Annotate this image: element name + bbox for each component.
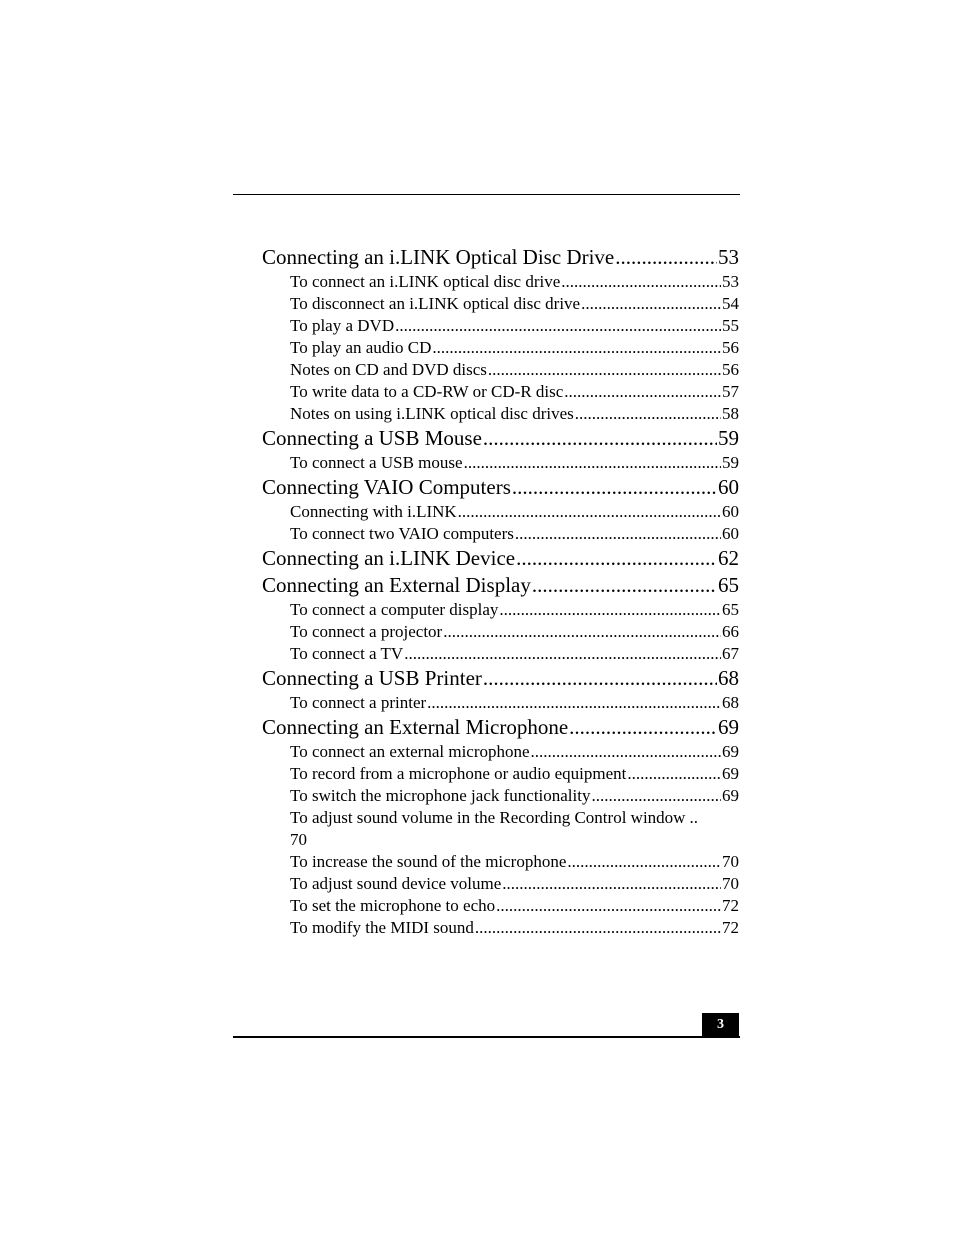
toc-entry-leader — [483, 425, 717, 452]
toc-entry-leader — [496, 895, 721, 917]
toc-entry-leader — [443, 621, 721, 643]
toc-entry-title: Connecting with i.LINK — [290, 502, 457, 521]
toc-section-entry[interactable] — [262, 665, 739, 692]
toc-entry-page: 65 — [722, 600, 739, 619]
toc-subsection-entry[interactable] — [262, 851, 739, 873]
toc-entry-title: Connecting a USB Mouse — [262, 426, 482, 450]
toc-entry-title: To connect a TV — [290, 644, 404, 663]
toc-entry-title: Connecting an External Display — [262, 573, 531, 597]
toc-entry-title: Notes on using i.LINK optical disc drives — [290, 404, 574, 423]
toc-entry-page: 70 — [290, 830, 307, 849]
toc-entry-leader — [564, 381, 721, 403]
toc-entry-title: To modify the MIDI sound — [290, 918, 474, 937]
toc-entry-leader — [488, 359, 721, 381]
toc-subsection-entry[interactable] — [262, 315, 739, 337]
toc-subsection-entry[interactable] — [262, 293, 739, 315]
toc-entry-page: 59 — [722, 453, 739, 472]
page-number: 3 — [702, 1013, 739, 1036]
toc-entry-leader — [581, 293, 721, 315]
toc-entry-title: Connecting an External Microphone — [262, 715, 569, 739]
toc-entry-leader — [575, 403, 721, 425]
toc-entry-page: 60 — [718, 475, 739, 499]
toc-entry-page: 65 — [718, 573, 739, 597]
toc-entry-page: 54 — [722, 294, 739, 313]
toc-subsection-entry[interactable] — [262, 501, 739, 523]
toc-subsection-entry[interactable] — [262, 452, 739, 474]
toc-entry-page: 72 — [722, 918, 739, 937]
footer-rule — [233, 1036, 740, 1038]
toc-entry-title: Connecting an i.LINK Optical Disc Drive — [262, 245, 615, 269]
toc-entry-leader — [432, 337, 721, 359]
header-rule — [233, 194, 740, 195]
toc-entry-title: To connect an i.LINK optical disc drive — [290, 272, 561, 291]
toc-entry-page: 68 — [722, 693, 739, 712]
toc-subsection-entry[interactable] — [262, 621, 739, 643]
toc-entry-page: 56 — [722, 338, 739, 357]
toc-entry-leader — [458, 501, 721, 523]
table-of-contents — [262, 244, 739, 939]
toc-entry-page: 69 — [722, 786, 739, 805]
toc-subsection-entry[interactable] — [262, 271, 739, 293]
toc-entry-leader — [464, 452, 721, 474]
toc-main-list — [262, 244, 739, 807]
toc-entry-page: 56 — [722, 360, 739, 379]
toc-entry-page: 69 — [718, 715, 739, 739]
toc-entry-title: To play a DVD — [290, 316, 395, 335]
toc-entry-page: 53 — [718, 245, 739, 269]
toc-entry-title: To record from a microphone or audio equipment — [290, 764, 627, 783]
toc-entry-title: To adjust sound device volume — [290, 874, 502, 893]
toc-subsection-entry[interactable] — [262, 785, 739, 807]
toc-entry-leader — [569, 714, 717, 741]
toc-entry-leader — [427, 692, 721, 714]
toc-subsection-entry[interactable] — [262, 873, 739, 895]
toc-section-entry[interactable] — [262, 244, 739, 271]
toc-entry-leader — [561, 271, 721, 293]
toc-subsection-entry[interactable] — [262, 523, 739, 545]
toc-subsection-entry[interactable] — [262, 599, 739, 621]
toc-entry-leader — [483, 665, 717, 692]
toc-section-entry[interactable] — [262, 572, 739, 599]
toc-entry-page: 67 — [722, 644, 739, 663]
toc-entry-title: To connect a projector — [290, 622, 443, 641]
toc-entry-page: 72 — [722, 896, 739, 915]
toc-entry-page: 69 — [722, 764, 739, 783]
toc-section-entry[interactable] — [262, 545, 739, 572]
toc-subsection-entry[interactable] — [262, 643, 739, 665]
toc-entry-title: To connect a computer display — [290, 600, 499, 619]
toc-subsection-entry[interactable] — [262, 917, 739, 939]
toc-entry-leader — [475, 917, 721, 939]
toc-subsection-entry[interactable] — [262, 692, 739, 714]
toc-entry-title: Connecting a USB Printer — [262, 666, 482, 690]
toc-entry-leader — [395, 315, 721, 337]
toc-entry-leader: .. — [689, 808, 698, 827]
toc-entry-page: 69 — [722, 742, 739, 761]
toc-entry-leader — [499, 599, 721, 621]
toc-section-entry[interactable] — [262, 714, 739, 741]
toc-entry-page: 57 — [722, 382, 739, 401]
toc-entry-leader — [591, 785, 721, 807]
toc-entry-leader — [516, 545, 717, 572]
toc-entry-title: Connecting VAIO Computers — [262, 475, 511, 499]
toc-entry-leader — [627, 763, 721, 785]
toc-entry-page: 55 — [722, 316, 739, 335]
toc-subsection-entry[interactable] — [262, 381, 739, 403]
toc-section-entry[interactable] — [262, 425, 739, 452]
toc-entry-title: To switch the microphone jack functionality — [290, 786, 591, 805]
toc-entry-page: 53 — [722, 272, 739, 291]
toc-entry-page: 60 — [722, 524, 739, 543]
toc-entry-wrapped[interactable] — [262, 807, 739, 851]
toc-entry-page: 59 — [718, 426, 739, 450]
toc-entry-title: To connect two VAIO computers — [290, 524, 514, 543]
toc-entry-leader — [615, 244, 717, 271]
toc-entry-title: To connect a printer — [290, 693, 427, 712]
toc-entry-page: 68 — [718, 666, 739, 690]
toc-entry-title: To set the microphone to echo — [290, 896, 496, 915]
toc-entry-leader — [502, 873, 721, 895]
toc-subsection-entry[interactable] — [262, 741, 739, 763]
toc-entry-leader — [532, 572, 717, 599]
toc-subsection-entry[interactable] — [262, 337, 739, 359]
toc-entry-leader — [404, 643, 721, 665]
toc-entry-title: To adjust sound volume in the Recording Control window — [290, 808, 686, 827]
toc-entry-title: Notes on CD and DVD discs — [290, 360, 487, 379]
toc-entry-title: To write data to a CD-RW or CD-R disc — [290, 382, 564, 401]
toc-entry-title: To play an audio CD — [290, 338, 432, 357]
toc-tail-list — [262, 851, 739, 939]
toc-entry-leader — [567, 851, 721, 873]
toc-entry-leader — [515, 523, 721, 545]
toc-subsection-entry[interactable] — [262, 403, 739, 425]
toc-entry-title: To disconnect an i.LINK optical disc drive — [290, 294, 581, 313]
toc-entry-leader — [512, 474, 717, 501]
toc-entry-page: 70 — [722, 852, 739, 871]
toc-entry-leader — [531, 741, 721, 763]
toc-entry-title: To connect an external microphone — [290, 742, 530, 761]
toc-entry-title: To connect a USB mouse — [290, 453, 463, 472]
toc-entry-title: Connecting an i.LINK Device — [262, 546, 516, 570]
toc-subsection-entry[interactable] — [262, 763, 739, 785]
toc-entry-page: 70 — [722, 874, 739, 893]
toc-section-entry[interactable] — [262, 474, 739, 501]
toc-subsection-entry[interactable] — [262, 359, 739, 381]
toc-entry-page: 66 — [722, 622, 739, 641]
toc-entry-page: 62 — [718, 546, 739, 570]
toc-entry-page: 58 — [722, 404, 739, 423]
toc-subsection-entry[interactable] — [262, 895, 739, 917]
toc-entry-page: 60 — [722, 502, 739, 521]
toc-entry-title: To increase the sound of the microphone — [290, 852, 567, 871]
